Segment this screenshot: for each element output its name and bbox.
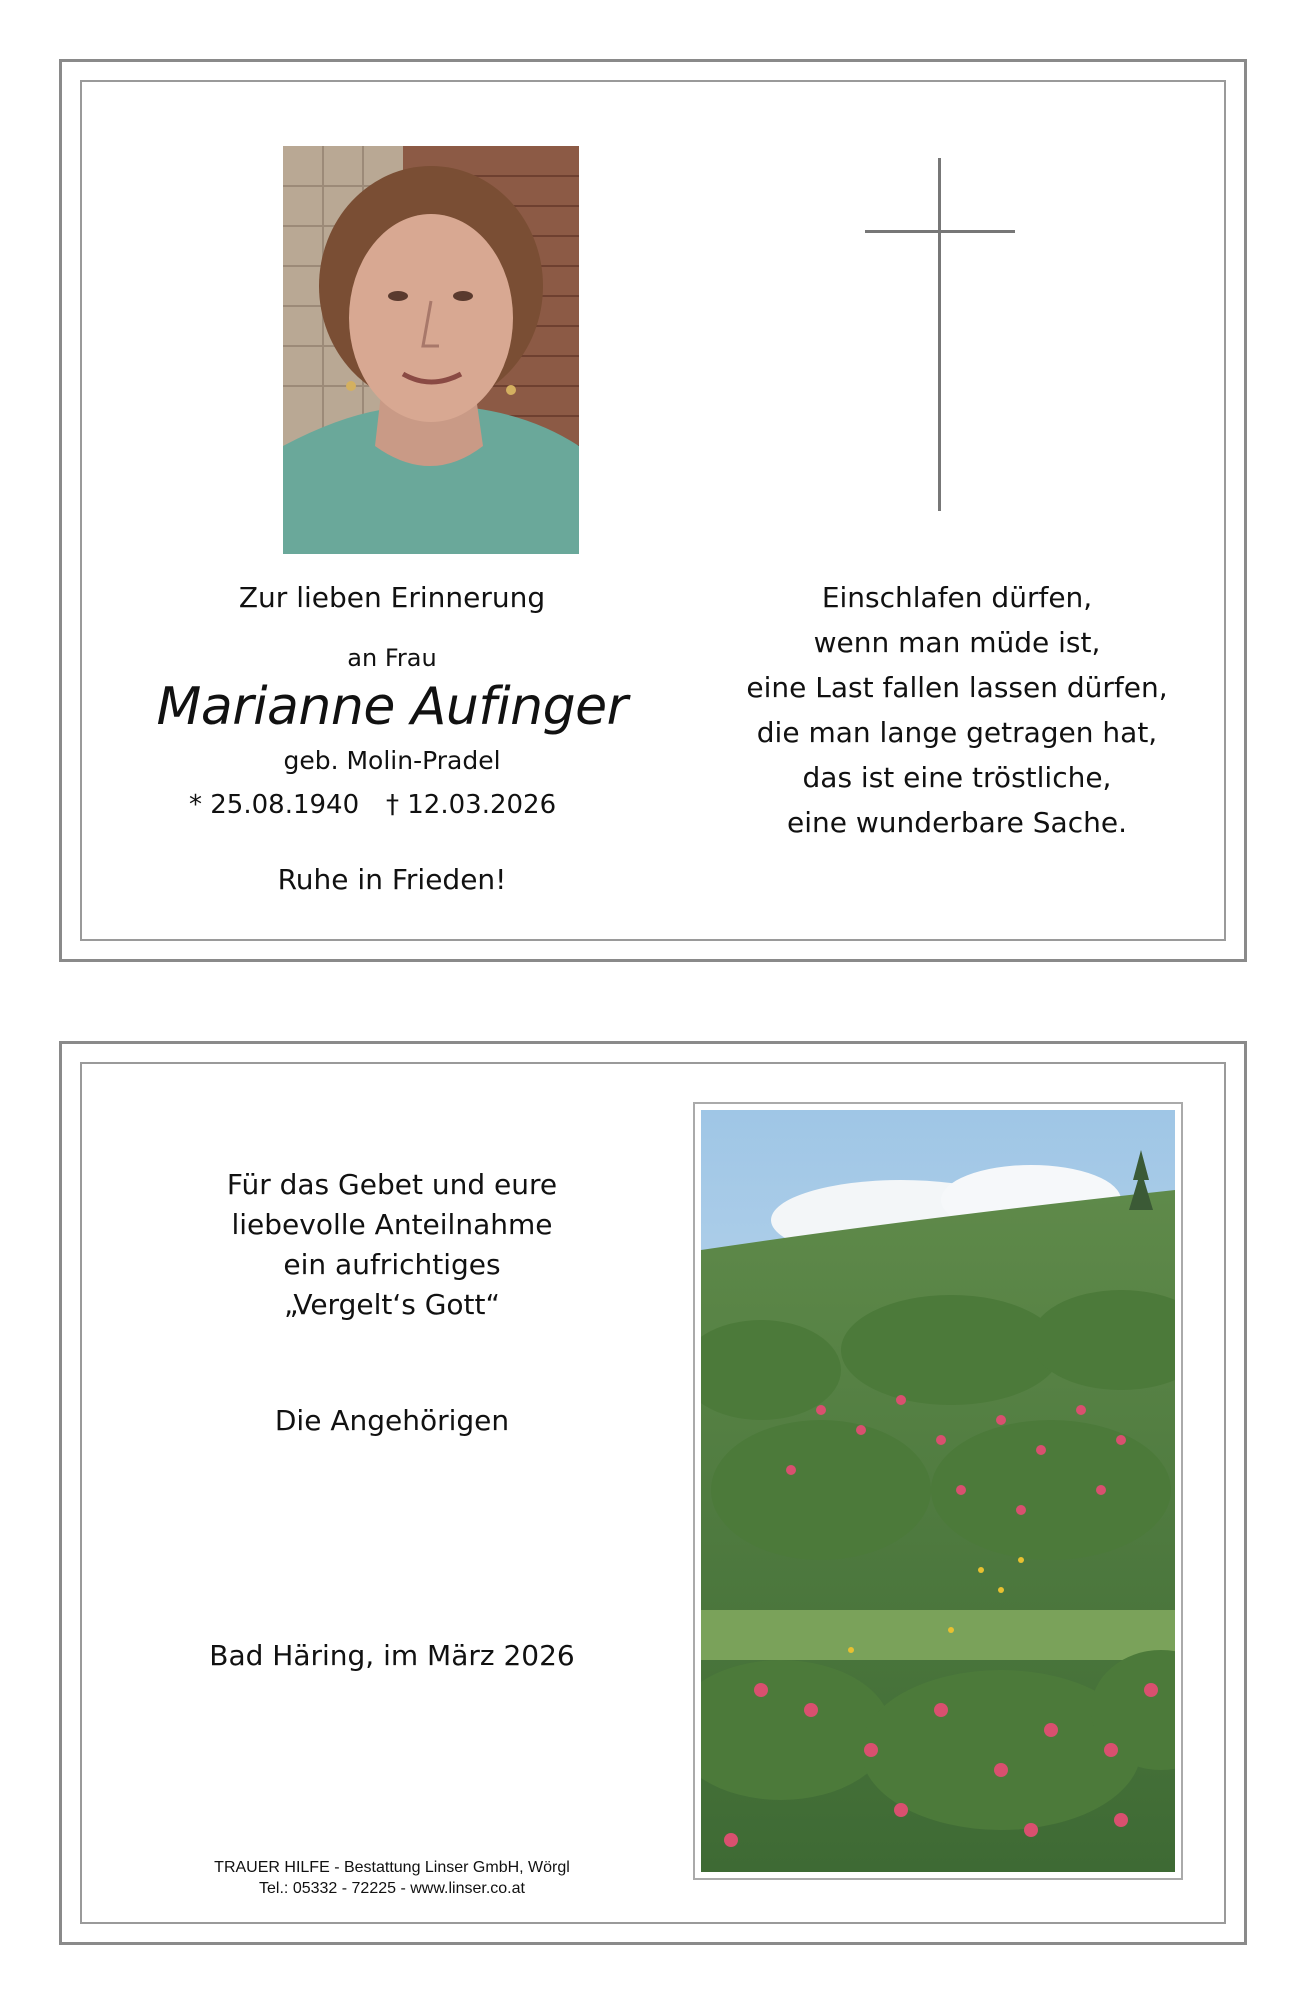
cross-horizontal-bar — [865, 230, 1015, 233]
remembrance-heading: Zur lieben Erinnerung — [238, 581, 546, 614]
portrait-photo — [283, 146, 579, 554]
thanks-line: Für das Gebet und eure — [226, 1168, 558, 1201]
card-back-inner-frame — [80, 1062, 1226, 1924]
poem-line: die man lange getragen hat, — [756, 716, 1158, 749]
poem-line: das ist eine tröstliche, — [802, 761, 1112, 794]
alpine-meadow-image — [701, 1110, 1175, 1872]
funeral-home-line: TRAUER HILFE - Bestattung Linser GmbH, Wörgl — [214, 1859, 570, 1876]
memorial-card-front — [59, 59, 1247, 962]
poem-line: Einschlafen dürfen, — [821, 581, 1093, 614]
death-date: † 12.03.2026 — [386, 790, 557, 820]
birth-date: * 25.08.1940 — [189, 790, 360, 820]
deceased-name: Marianne Aufinger — [156, 677, 628, 737]
rest-in-peace: Ruhe in Frieden! — [277, 863, 507, 896]
funeral-home-contact: Tel.: 05332 - 72225 - www.linser.co.at — [259, 1880, 525, 1897]
salutation: an Frau — [347, 644, 437, 672]
card-front-inner-frame — [80, 80, 1226, 941]
place-and-date: Bad Häring, im März 2026 — [209, 1639, 575, 1672]
maiden-name: geb. Molin-Pradel — [283, 746, 501, 775]
poem-line: wenn man müde ist, — [813, 626, 1101, 659]
thanks-line: ein aufrichtiges — [283, 1248, 501, 1281]
family-signature: Die Angehörigen — [274, 1404, 510, 1437]
meadow-photo-frame — [693, 1102, 1183, 1880]
thanks-line: liebevolle Anteilnahme — [231, 1208, 553, 1241]
cross-vertical-bar — [938, 158, 941, 511]
poem-line: eine wunderbare Sache. — [787, 806, 1127, 839]
thanks-line: „Vergelt‘s Gott“ — [283, 1288, 501, 1321]
poem-line: eine Last fallen lassen dürfen, — [746, 671, 1168, 704]
memorial-card-back — [59, 1041, 1247, 1945]
